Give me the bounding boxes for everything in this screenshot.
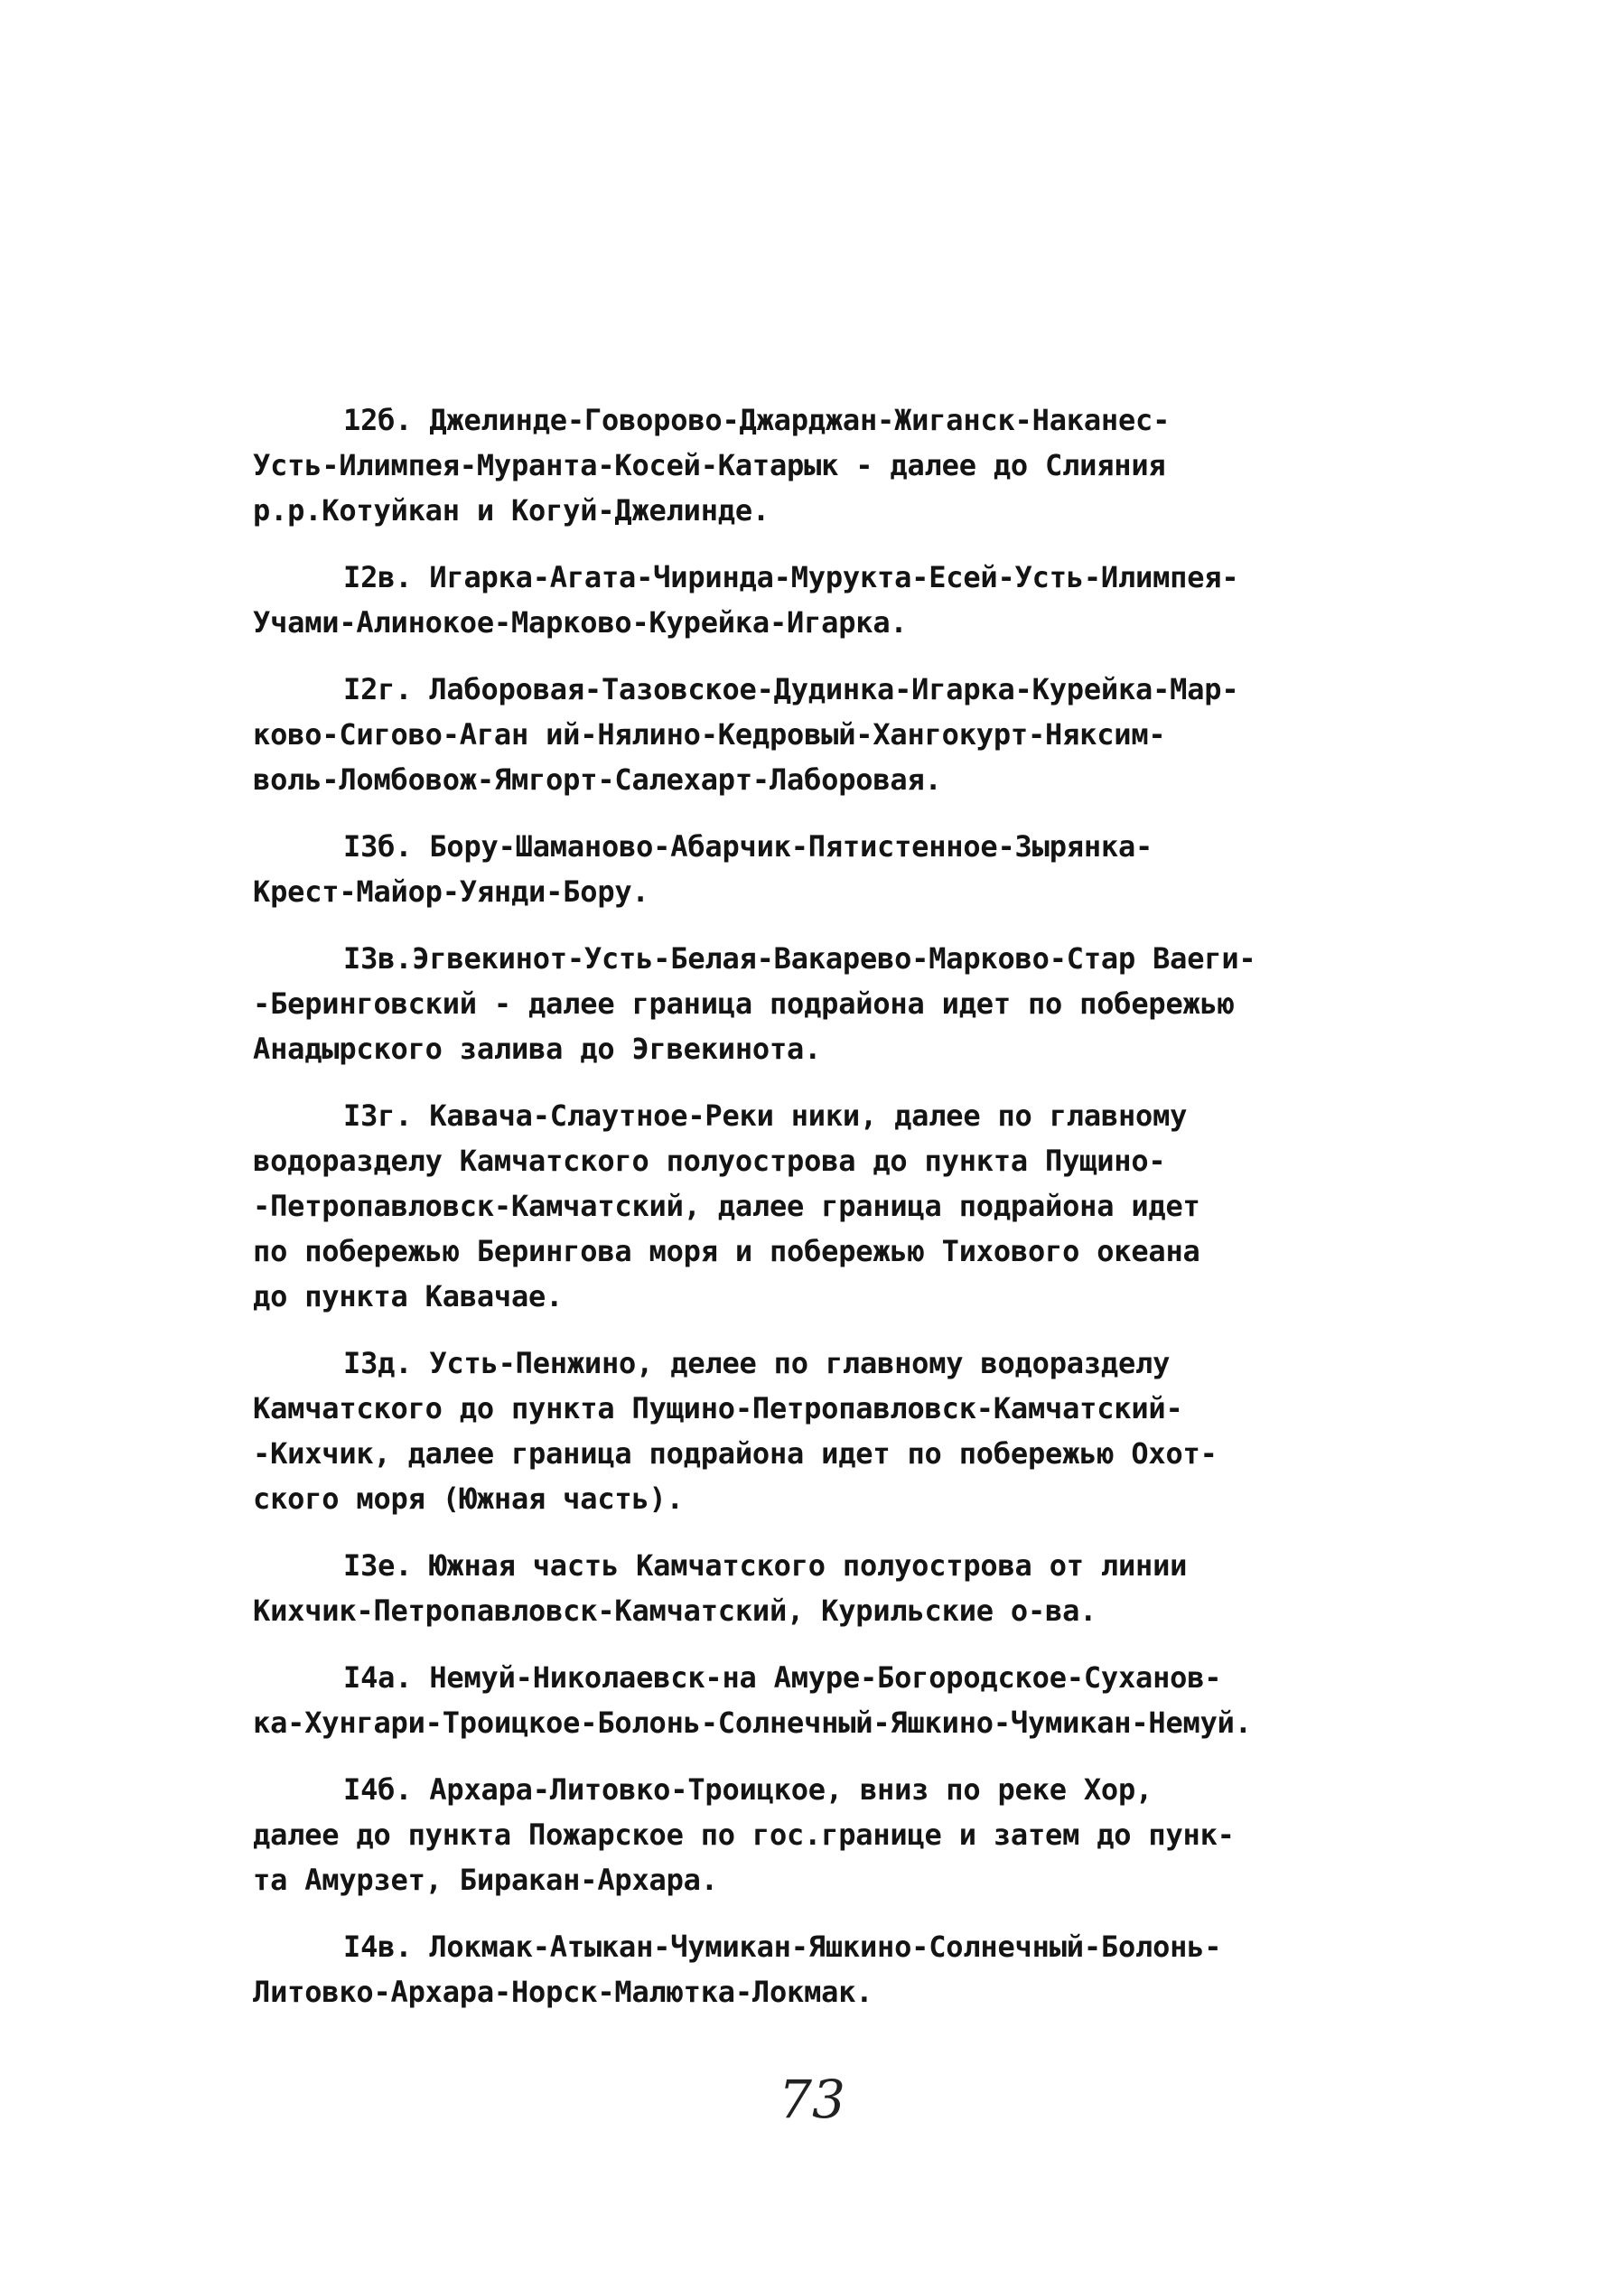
paragraph-line: Анадырского залива до Эгвекинота.: [253, 1032, 822, 1066]
paragraph: [253, 667, 1319, 802]
paragraph-line: по побережью Берингова моря и побережью Тихового океана: [253, 1234, 1200, 1268]
paragraph-line: -Беринговский - далее граница подрайона идет по побережью: [253, 986, 1235, 1021]
paragraph-line: Литовко-Архара-Норск-Малютка-Локмак.: [253, 1975, 873, 2009]
paragraph-line: I4б. Архара-Литовко-Троицкое, вниз по реке Хор,: [343, 1772, 1153, 1807]
paragraph: [253, 1924, 1319, 2014]
paragraph-line: водоразделу Камчатского полуострова до пункта Пущино-: [253, 1144, 1166, 1178]
paragraph-line: 12б. Джелинде-Говорово-Джарджан-Жиганск-Наканес-: [343, 403, 1171, 437]
paragraph-line: -Петропавловск-Камчатский, далее граница подрайона идет: [253, 1189, 1200, 1223]
paragraph: [253, 1655, 1319, 1745]
paragraph: [253, 397, 1319, 533]
paragraph-line: ково-Сигово-Аган ий-Нялино-Кедровый-Хангокурт-Няксим-: [253, 717, 1166, 752]
paragraph: [253, 936, 1319, 1071]
paragraph-line: р.р.Котуйкан и Когуй-Джелинде.: [253, 493, 770, 528]
paragraph-line: до пункта Кавачае.: [253, 1279, 564, 1313]
paragraph-line: воль-Ломбовож-Ямгорт-Салехарт-Лаборовая.: [253, 762, 942, 797]
paragraph-line: I2в. Игарка-Агата-Чиринда-Мурукта-Есей-Усть-Илимпея-: [343, 560, 1239, 594]
paragraph-line: та Амурзет, Биракан-Архара.: [253, 1863, 718, 1897]
paragraph-line: I4в. Локмак-Атыкан-Чумикан-Яшкино-Солнечный-Болонь-: [343, 1930, 1222, 1964]
paragraph-line: ка-Хунгари-Троицкое-Болонь-Солнечный-Яшкино-Чумикан-Немуй.: [253, 1706, 1252, 1740]
paragraph-line: Камчатского до пункта Пущино-Петропавловск-Камчатский-: [253, 1391, 1183, 1425]
paragraph-line: I3д. Усть-Пенжино, делее по главному водоразделу: [343, 1346, 1171, 1380]
paragraph-line: ского моря (Южная часть).: [253, 1481, 684, 1516]
paragraph-line: I3б. Бору-Шаманово-Абарчик-Пятистенное-Зырянка-: [343, 829, 1153, 864]
paragraph: [253, 1341, 1319, 1521]
paragraph-line: I3г. Кавача-Слаутное-Реки ники, далее по главному: [343, 1098, 1188, 1133]
paragraph: [253, 555, 1319, 645]
paragraph-line: -Кихчик, далее граница подрайона идет по побережью Охот-: [253, 1436, 1218, 1471]
page-number: 73: [779, 2069, 845, 2130]
paragraph-line: Кихчик-Петропавловск-Камчатский, Курильские о-ва.: [253, 1593, 1097, 1628]
paragraph-line: Крест-Майор-Уянди-Бору.: [253, 874, 649, 909]
paragraph-line: I3е. Южная часть Камчатского полуострова от линии: [343, 1548, 1188, 1583]
paragraph-line: Учами-Алинокое-Марково-Курейка-Игарка.: [253, 605, 908, 640]
document-body: [253, 397, 1319, 2036]
paragraph: [253, 1543, 1319, 1633]
paragraph-line: I4а. Немуй-Николаевск-на Амуре-Богородское-Суханов-: [343, 1660, 1222, 1695]
paragraph-line: далее до пункта Пожарское по гос.границе и затем до пунк-: [253, 1818, 1235, 1852]
paragraph: [253, 1767, 1319, 1902]
paragraph: [253, 824, 1319, 914]
paragraph-line: I2г. Лаборовая-Тазовское-Дудинка-Игарка-Курейка-Мар-: [343, 672, 1239, 706]
paragraph-line: Усть-Илимпея-Муранта-Косей-Катарык - далее до Слияния: [253, 448, 1166, 482]
paragraph: [253, 1093, 1319, 1319]
paragraph-line: I3в.Эгвекинот-Усть-Белая-Вакарево-Марково-Стар Ваеги-: [343, 941, 1256, 976]
